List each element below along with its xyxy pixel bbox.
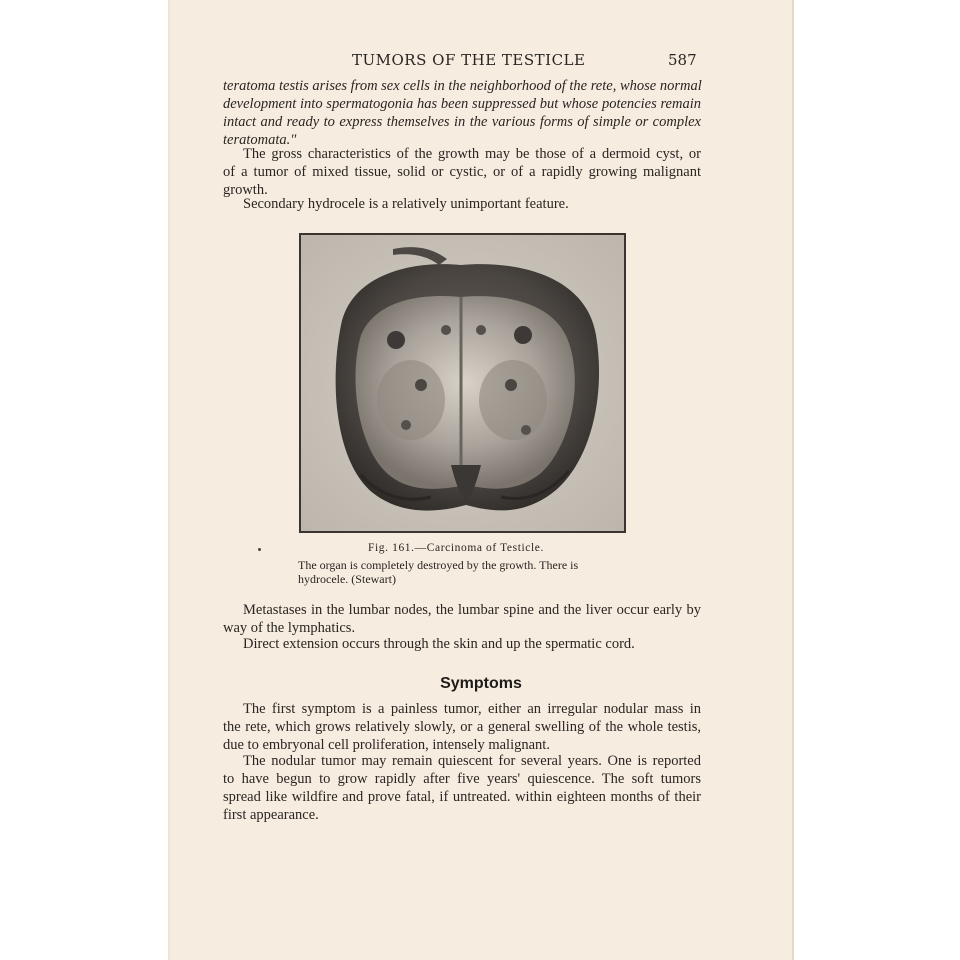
text-line: the rete, which grows relatively slowly, or a general swelling of the whole testis, — [223, 719, 701, 735]
caption-line: hydrocele. (Stewart) — [298, 572, 396, 586]
text-line: Secondary hydrocele is a relatively unimportant feature. — [243, 196, 569, 212]
text-line: growth. — [223, 182, 268, 198]
first-symptom-paragraph — [223, 700, 701, 754]
page-number: 587 — [668, 51, 697, 69]
book-page — [168, 0, 794, 960]
text-line: teratoma testis arises from sex cells in the neighborhood of the rete, whose normal — [223, 78, 702, 94]
figure-photograph — [299, 233, 626, 533]
gross-characteristics-paragraph — [223, 145, 701, 199]
figure-title: Fig. 161.—Carcinoma of Testicle. — [368, 542, 544, 554]
running-head — [168, 51, 794, 71]
text-line: of a tumor of mixed tissue, solid or cystic, or of a rapidly growing malignant — [223, 164, 701, 180]
text-line: development into spermatogonia has been suppressed but whose potencies remain — [223, 96, 701, 112]
text-line: Direct extension occurs through the skin and up the spermatic cord. — [243, 636, 635, 652]
hydrocele-paragraph — [223, 195, 701, 213]
text-line: teratomata." — [223, 132, 297, 148]
text-line: spread like wildfire and prove fatal, if untreated. within eighteen months of their — [223, 789, 701, 805]
section-heading: Symptoms — [440, 675, 522, 692]
print-speck — [258, 548, 261, 551]
text-line: The first symptom is a painless tumor, either an irregular nodular mass in — [243, 701, 701, 717]
direct-extension-paragraph — [223, 635, 701, 653]
caption-line: The organ is completely destroyed by the growth. There is — [298, 558, 579, 572]
nodular-tumor-paragraph — [223, 752, 701, 824]
quoted-paragraph — [223, 77, 701, 149]
text-line: The gross characteristics of the growth may be those of a dermoid cyst, or — [243, 146, 701, 162]
figure-caption — [298, 558, 628, 586]
testicle-specimen-image — [301, 235, 624, 531]
text-line: to have begun to grow rapidly after five years' quiescence. The soft tumors — [223, 771, 701, 787]
metastases-paragraph — [223, 601, 701, 637]
text-line: Metastases in the lumbar nodes, the lumbar spine and the liver occur early by — [243, 602, 701, 618]
running-title: TUMORS OF THE TESTICLE — [352, 51, 586, 69]
text-line: due to embryonal cell proliferation, intensely malignant. — [223, 737, 550, 753]
text-line: first appearance. — [223, 807, 319, 823]
text-line: way of the lymphatics. — [223, 620, 356, 636]
text-line: The nodular tumor may remain quiescent for several years. One is reported — [243, 753, 701, 769]
text-line: intact and ready to express themselves in the various forms of simple or complex — [223, 114, 701, 130]
